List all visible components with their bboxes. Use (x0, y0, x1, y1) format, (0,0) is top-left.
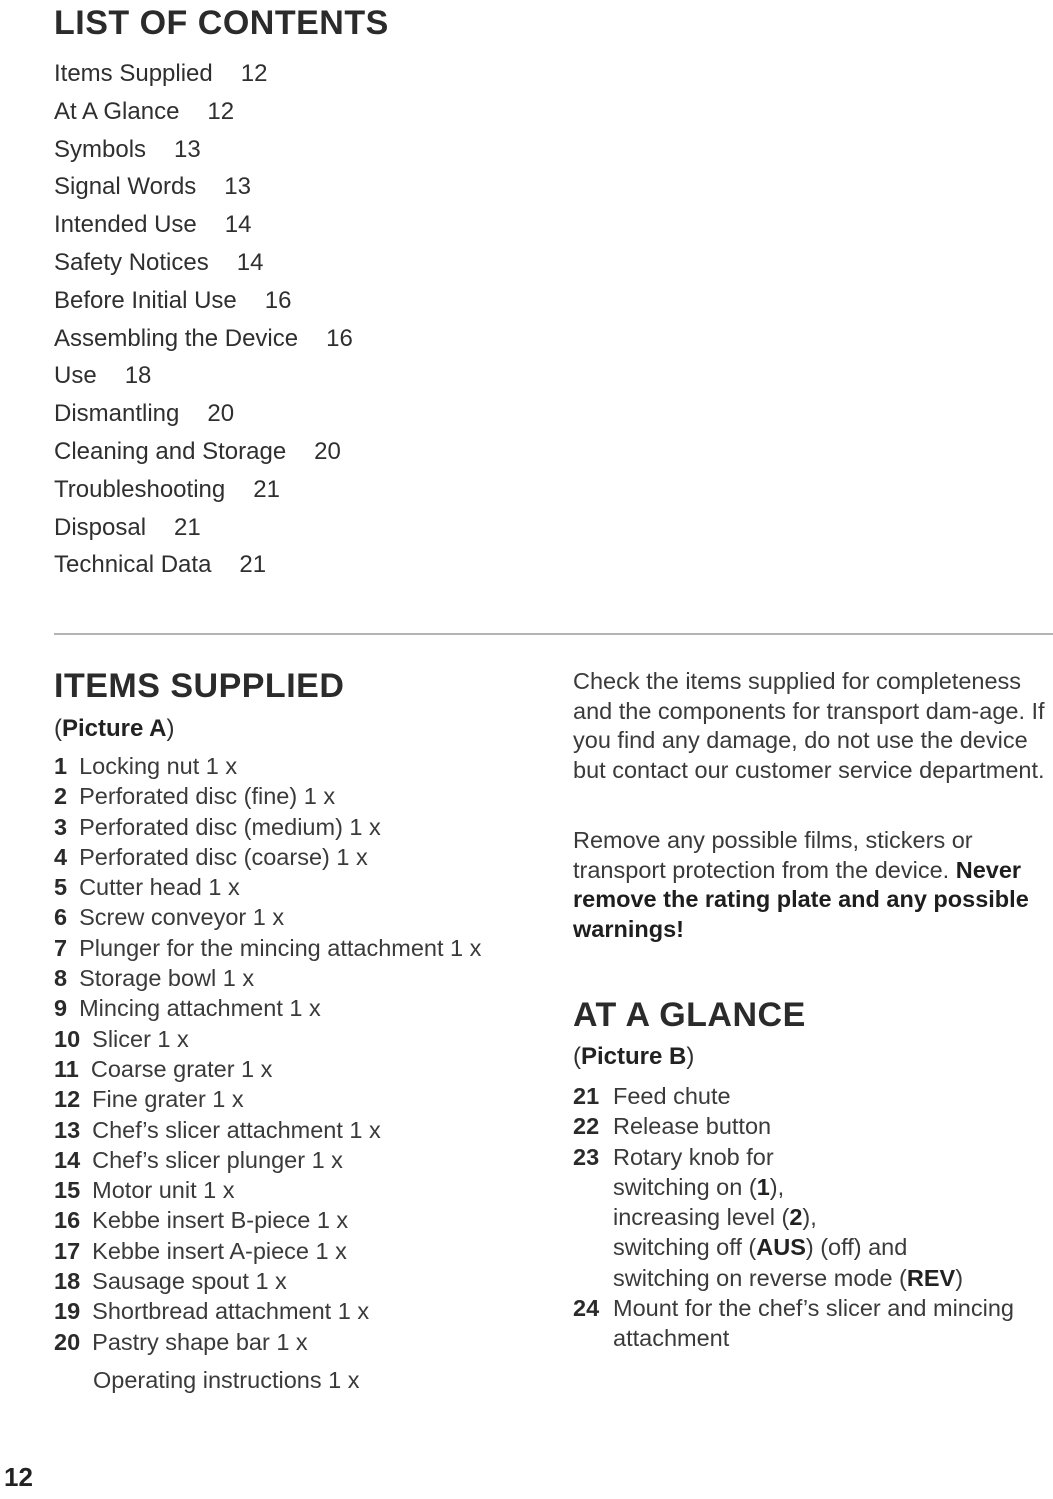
item-text: Mincing attachment 1 x (79, 995, 321, 1022)
item-text: Perforated disc (medium) 1 x (79, 813, 381, 840)
list-item (54, 1205, 481, 1235)
item-number: 2 (54, 783, 68, 810)
toc-item (54, 131, 353, 169)
remove-text: Remove any possible films, stickers or transport protection from the device. (573, 827, 973, 883)
toc-item-label: At A Glance (54, 97, 180, 125)
item-text: Storage bowl 1 x (79, 965, 255, 992)
list-item (54, 1084, 481, 1114)
item-text: Chef’s slicer attachment 1 x (92, 1116, 381, 1143)
toc-item-label: Safety Notices (54, 248, 209, 276)
item-text: Rotary knob for (613, 1143, 774, 1170)
item-text: Coarse grater 1 x (90, 1055, 273, 1082)
item-number: 22 (573, 1113, 600, 1140)
list-item (54, 1175, 481, 1205)
text: ) (off) and (805, 1234, 908, 1261)
item-number: 3 (54, 813, 68, 840)
item-number: 6 (54, 904, 68, 931)
toc-item-page: 12 (240, 60, 268, 87)
item-text-line (573, 1263, 1053, 1293)
check-paragraph: Check the items supplied for completeness and the components for transport dam-age. If you find any damage, do not use the device but contact our customer service department. (573, 668, 1045, 783)
paren-open: ( (573, 1043, 581, 1070)
list-item (573, 1142, 1053, 1293)
item-number: 1 (54, 753, 68, 779)
item-text: Screw conveyor 1 x (79, 904, 285, 931)
item-text: Chef’s slicer plunger 1 x (92, 1146, 343, 1173)
list-item (54, 872, 481, 902)
item-number: 15 (54, 1177, 81, 1204)
item-text: Plunger for the mincing attachment 1 x (79, 934, 482, 961)
item-number: 9 (54, 995, 68, 1022)
item-number: 23 (573, 1143, 600, 1170)
item-text: Fine grater 1 x (92, 1086, 244, 1113)
remove-paragraph (573, 826, 1053, 944)
toc-item-label: Disposal (54, 513, 147, 541)
list-item (54, 751, 481, 781)
item-text-line: attachment (613, 1325, 730, 1352)
toc-item (54, 206, 353, 244)
list-item (54, 1266, 481, 1296)
list-item (54, 963, 481, 993)
item-text: Perforated disc (fine) 1 x (79, 783, 336, 810)
toc-item (54, 509, 353, 547)
toc-item-label: Use (54, 362, 97, 390)
toc-item-page: 18 (124, 362, 152, 390)
item-number: 17 (54, 1237, 81, 1264)
item-text: Locking nut 1 x (79, 753, 238, 779)
picture-a-label: Picture A (62, 715, 167, 742)
toc-item-page: 21 (239, 551, 267, 579)
item-text: Slicer 1 x (92, 1025, 189, 1052)
toc-item-label: Technical Data (54, 551, 212, 579)
toc-item-label: Symbols (54, 135, 147, 163)
picture-a-ref (54, 714, 174, 744)
list-item (54, 1296, 481, 1326)
item-number: 24 (573, 1295, 600, 1322)
toc-heading: LIST OF CONTENTS (54, 4, 389, 42)
toc-item-page: 20 (207, 400, 235, 428)
toc-item-page: 13 (224, 173, 251, 201)
paren-open: ( (54, 715, 62, 742)
item-number: 21 (573, 1083, 600, 1109)
toc-item (54, 244, 353, 282)
toc-item (54, 471, 353, 509)
item-number: 14 (54, 1146, 81, 1173)
list-item (54, 1236, 481, 1266)
item-text: Sausage spout 1 x (92, 1268, 287, 1295)
toc-item (54, 320, 353, 358)
item-text: Pastry shape bar 1 x (92, 1328, 308, 1355)
list-item (54, 812, 481, 842)
toc-item-label: Dismantling (54, 400, 180, 428)
toc-item-page: 14 (236, 248, 264, 276)
toc-item-page: 16 (264, 286, 292, 314)
toc-item-page: 12 (207, 97, 235, 125)
item-text: Feed chute (613, 1083, 731, 1109)
item-text: Kebbe insert B-piece 1 x (92, 1207, 349, 1234)
toc-item-label: Items Supplied (54, 60, 213, 87)
toc-item (54, 546, 353, 584)
list-item (573, 1293, 1053, 1354)
list-item (54, 842, 481, 872)
item-text: Kebbe insert A-piece 1 x (92, 1237, 347, 1264)
toc-item (54, 395, 353, 433)
item-number: 16 (54, 1207, 81, 1234)
list-item (54, 1115, 481, 1145)
item-number: 19 (54, 1298, 81, 1325)
at-a-glance-heading: AT A GLANCE (573, 996, 806, 1034)
list-item (54, 902, 481, 932)
text: ), (769, 1173, 785, 1200)
item-text: Shortbread attachment 1 x (92, 1298, 370, 1325)
at-a-glance-list (573, 1081, 1053, 1354)
toc-item (54, 55, 353, 93)
item-text: Perforated disc (coarse) 1 x (79, 843, 368, 870)
level-2-label: 2 (789, 1204, 803, 1231)
toc-item-page: 21 (253, 475, 280, 503)
text: increasing level ( (613, 1204, 790, 1231)
toc-item-page: 20 (314, 437, 341, 465)
item-number: 11 (54, 1055, 79, 1082)
picture-b-ref (573, 1042, 694, 1072)
toc-item (54, 282, 353, 320)
level-1-label: 1 (756, 1173, 770, 1200)
item-text-line (573, 1202, 1053, 1232)
text: switching on ( (613, 1173, 757, 1200)
list-item (573, 1081, 1053, 1111)
paren-close: ) (686, 1043, 695, 1070)
toc-list (54, 55, 353, 584)
toc-item-label: Assembling the Device (54, 324, 299, 352)
toc-item-page: 21 (174, 513, 201, 541)
list-item (54, 1327, 481, 1357)
section-divider (54, 633, 1053, 635)
item-number: 8 (54, 965, 68, 992)
item-text-line (573, 1232, 1053, 1262)
item-text: Release button (613, 1113, 772, 1140)
text: switching off ( (613, 1234, 757, 1261)
paren-close: ) (166, 715, 175, 742)
list-item (54, 1054, 481, 1084)
toc-item-label: Signal Words (54, 173, 197, 201)
page-number: 12 (4, 1462, 33, 1492)
items-supplied-heading: ITEMS SUPPLIED (54, 667, 345, 705)
toc-item-page: 13 (174, 135, 201, 163)
off-label: AUS (756, 1234, 806, 1261)
toc-item-label: Cleaning and Storage (54, 437, 287, 465)
text: ) (955, 1264, 964, 1291)
list-item (573, 1111, 1053, 1141)
item-number: 20 (54, 1328, 81, 1355)
picture-b-label: Picture B (581, 1043, 687, 1070)
item-text: Cutter head 1 x (79, 874, 240, 901)
toc-item (54, 168, 353, 206)
toc-item-page: 14 (224, 211, 252, 239)
item-number: 13 (54, 1116, 81, 1143)
items-supplied-list (54, 751, 481, 1395)
list-item (54, 1024, 481, 1054)
toc-item-page: 16 (326, 324, 353, 352)
toc-item (54, 433, 353, 471)
list-item (54, 1145, 481, 1175)
item-number: 4 (54, 843, 68, 870)
toc-item (54, 93, 353, 131)
item-number: 12 (54, 1086, 81, 1113)
text: ), (802, 1204, 817, 1231)
list-item (54, 781, 481, 811)
toc-item-label: Intended Use (54, 211, 197, 239)
item-text-line (573, 1172, 1053, 1202)
warning-text: Never remove the rating plate and any possible warnings! (573, 856, 1029, 942)
text: switching on reverse mode ( (613, 1264, 907, 1291)
reverse-label: REV (906, 1264, 956, 1291)
operating-instructions-item: Operating instructions 1 x (93, 1366, 360, 1393)
toc-item-label: Before Initial Use (54, 286, 237, 314)
item-number: 10 (54, 1025, 81, 1052)
item-number: 5 (54, 874, 68, 901)
item-text: Mount for the chef’s slicer and mincing (613, 1295, 1014, 1322)
list-item (54, 993, 481, 1023)
item-text: Motor unit 1 x (92, 1177, 235, 1204)
toc-item-label: Troubleshooting (54, 475, 226, 503)
list-item (54, 933, 481, 963)
item-number: 7 (54, 934, 68, 961)
item-number: 18 (54, 1268, 81, 1295)
toc-item (54, 357, 353, 395)
